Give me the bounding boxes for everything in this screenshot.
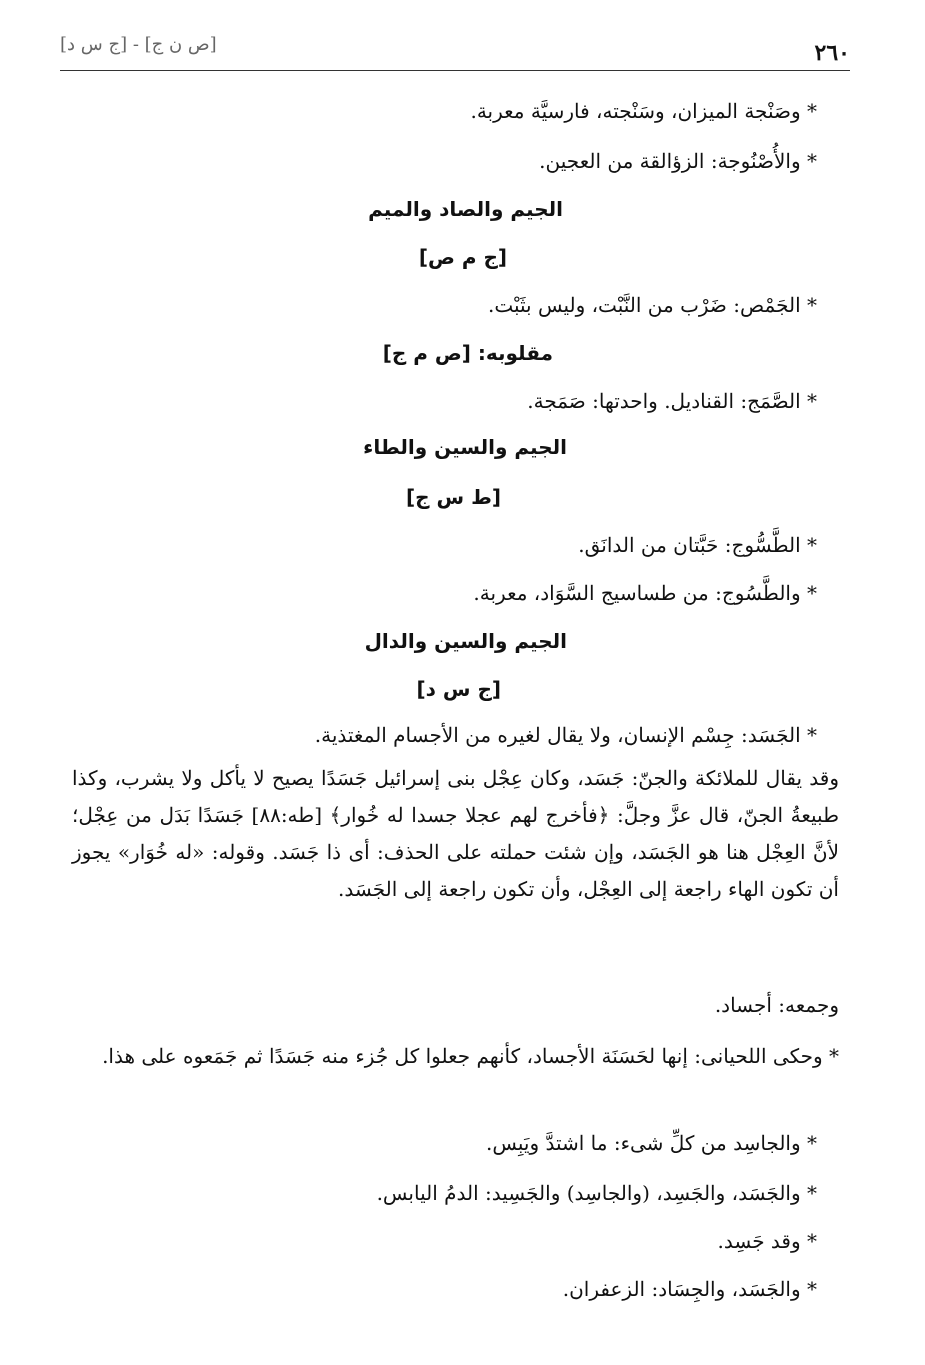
entry-line: * والأُصْنُوجة: الزؤالقة من العجين. [539, 149, 817, 173]
section-heading: الجيم والسين والطاء [363, 435, 567, 459]
entry-line: * وقد جَسِد. [717, 1229, 817, 1253]
page-number: ٢٦٠ [814, 40, 850, 66]
root-label: مقلوبه: [ص م ج] [382, 341, 553, 365]
entry-line: وجمعه: أجساد. [714, 993, 839, 1017]
paragraph: * وحكى اللحيانى: إنها لحَسَنَة الأجساد، كأنهم جعلوا كل جُزء منه جَسَدًا ثم جَمَعوه على هذا. [102, 1044, 839, 1068]
root-label: [ج م ص] [418, 245, 507, 269]
entry-line: * الصَّمَج: القناديل. واحدتها: صَمَجة. [527, 389, 817, 413]
entry-line: * الجَسَد: جِسْم الإنسان، ولا يقال لغيره من الأجسام المغتذية. [314, 723, 817, 747]
entry-line: * وصَنْجة الميزان، وسَنْجته، فارسيَّة معربة. [470, 99, 817, 123]
entry-line: * والطَّسُوج: من طساسيج السَّوَاد، معربة. [473, 581, 817, 605]
paragraph: وقد يقال للملائكة والجنّ: جَسَد، وكان عِجْل بنى إسرائيل جَسَدًا يصيح لا يأكل ولا يشرب، وكذا طبيعةُ الجنّ، قال عزَّ وجلَّ: ﴿فأخرج لهم عجلا جسدا له خُوار﴾ [طه:٨٨] جَسَدًا بَدَل من عِجْل؛ لأنَّ العِجْل هنا هو الجَسَد، وإن شئت حملته على الحذف: أى ذا جَسَد. وقوله: «له خُوَار» يجوز أن تكون الهاء راجعة إلى العِجْل، وأن تكون راجعة إلى الجَسَد. [72, 766, 839, 901]
section-heading: الجيم والسين والدال [364, 629, 567, 653]
root-label: [ط س ج] [406, 485, 501, 509]
entry-line: * والجَسَد، والجِسَاد: الزعفران. [562, 1277, 817, 1301]
entry-line: * والجاسِد من كلِّ شىء: ما اشتدَّ ويَبِس. [485, 1131, 817, 1155]
running-head: [ص ن ج] - [ج س د] [60, 34, 217, 55]
entry-line: * والجَسَد، والجَسِد، (والجاسِد) والجَسِيد: الدمُ اليابس. [376, 1181, 817, 1205]
root-label: [ج س د] [416, 677, 501, 701]
entry-line: * الطَّسُّوج: حَبَّتان من الدانَق. [578, 533, 817, 557]
section-heading: الجيم والصاد والميم [368, 197, 563, 221]
entry-line: * الجَمْص: ضَرْب من النَّبْت، وليس بثَبْت. [487, 293, 817, 317]
page-header [60, 30, 850, 71]
